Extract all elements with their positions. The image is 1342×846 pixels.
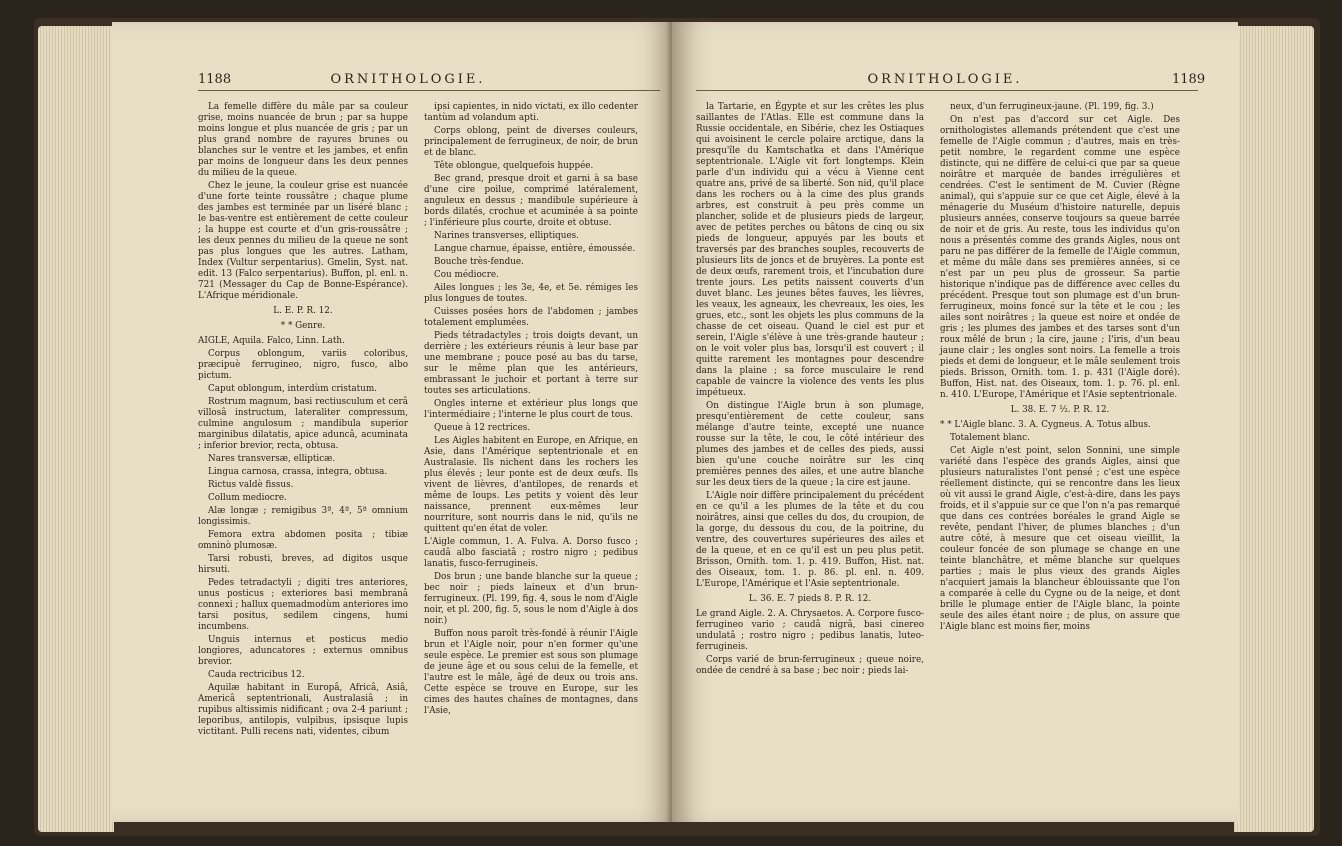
paragraph: Cauda rectricibus 12. — [208, 670, 305, 680]
left-page-stack — [38, 26, 114, 832]
paragraph: Queue à 12 rectrices. — [434, 423, 531, 433]
paragraph: Alæ longæ ; remigibus 3ª, 4ª, 5ª omnium longissimis. — [198, 506, 408, 527]
paragraph: Tête oblongue, quelquefois huppée. — [434, 161, 594, 171]
paragraph: Nares transversæ, ellipticæ. — [208, 454, 336, 464]
paragraph: L. E. P. R. 12. — [273, 306, 333, 316]
paragraph: Collum mediocre. — [208, 493, 287, 503]
header-rule-left — [198, 90, 660, 91]
left-column-2 — [424, 102, 638, 719]
paragraph: Corpus oblongum, variis coloribus, præcipuè ferrugineo, nigro, fusco, albo pictum. — [198, 349, 408, 381]
header-rule-right — [696, 90, 1198, 91]
paragraph: Buffon nous paroît très-fondé à réunir l'Aigle brun et l'Aigle noir, pour n'en former qu'une seule espèce. Le premier est sous son plumage de jeune âge et ou sous celui de la femelle, et l'autre est le mâle, âgé de deux ou trois ans. Cette espèce se trouve en Europe, sur les cimes des hautes chaînes de montagnes, dans l'Asie, — [424, 629, 638, 716]
right-page-header — [672, 72, 1238, 94]
paragraph: Langue charnue, épaisse, entière, émoussée. — [434, 244, 636, 254]
paragraph: L'Aigle commun, 1. A. Fulva. A. Dorso fusco ; caudâ albo fasciatâ ; rostro nigro ; pedibus lanatis, fusco-ferrugineis. — [424, 537, 638, 569]
right-column-1 — [696, 102, 924, 679]
paragraph: Cuisses posées hors de l'abdomen ; jambes totalement emplumées. — [424, 307, 638, 328]
right-column-2 — [940, 102, 1180, 635]
paragraph: Bec grand, presque droit et garni à sa base d'une cire poilue, comprimé latéralement, anguleux en dessus ; mandibule supérieure à bords dilatés, crochue et acuminée à sa pointe ; l'inférieure plus courte, droite et obtuse. — [424, 174, 638, 228]
paragraph: Totalement blanc. — [950, 433, 1030, 443]
paragraph: Cet Aigle n'est point, selon Sonnini, une simple variété dans l'espèce des grands Aigles, ainsi que plusieurs naturalistes l'ont pensé ; c'est une espèce réellement distincte, qui se rencontre dans les lieux où vit aussi le grand Aigle, c'est-à-dire, dans les pays froids, et il s'appuie sur ce que l'on n'a pas remarqué que dans ces contrées boréales le grand Aigle se revête, pendant l'hiver, de plumes blanches ; d'un autre côté, à mesure que cet oiseau vieillit, la couleur foncée de son plumage se change en une teinte blanchâtre, et même blanche sur quelques parties ; mais le plus vieux des grands Aigles n'acquiert jamais la blancheur éblouissante que l'on a comparée à celle du Cygne ou de la neige, et dont brille le plumage entier de l'Aigle blanc, la pointe seule des ailes étant noire ; de plus, on assure que l'Aigle blanc est moins fier, moins — [940, 446, 1180, 632]
paragraph: Rictus valdè fissus. — [208, 480, 294, 490]
right-page-stack — [1234, 26, 1314, 832]
paragraph: * * L'Aigle blanc. 3. A. Cygneus. A. Totus albus. — [940, 420, 1151, 430]
paragraph: L'Aigle noir diffère principalement du précédent en ce qu'il a les plumes de la tête et du cou noirâtres, ainsi que celles du dos, du croupion, de la gorge, du dessous du cou, de la poitrine, du ventre, des couvertures supérieures des ailes et de la queue, et en ce qu'il est un peu plus petit. Brisson, Ornith. tom. 1. p. 419. Buffon, Hist. nat. des Oiseaux, tom. 1. p. 86. pl. enl. n. 409. L'Europe, l'Amérique et l'Asie septentrionale. — [696, 491, 924, 589]
paragraph: Caput oblongum, interdùm cristatum. — [208, 384, 377, 394]
paragraph: Unguis internus et posticus medio longiores, aduncatores ; externus omnibus brevior. — [198, 635, 408, 667]
paragraph: Corps oblong, peint de diverses couleurs, principalement de ferrugineux, de noir, de brun et de blanc. — [424, 126, 638, 158]
paragraph: ipsi capientes, in nido victati, ex illo cedenter tantùm ad volandum apti. — [424, 102, 638, 123]
paragraph: Pedes tetradactyli ; digiti tres anteriores, unus posticus ; exteriores basi membranâ connexi ; hallux quemadmodùm anteriores imo tarsi positus, sedilem cingens, humi incumbens. — [198, 578, 408, 632]
paragraph: Le grand Aigle. 2. A. Chrysaetos. A. Corpore fusco-ferrugineo vario ; caudâ nigrâ, basi cinereo undulatâ ; rostro nigro ; pedibus lanatis, luteo-ferrugineis. — [696, 609, 924, 652]
paragraph: AIGLE, Aquila. Falco, Linn. Lath. — [198, 336, 345, 346]
running-head-left: ORNITHOLOGIE. — [330, 72, 486, 87]
paragraph: Les Aigles habitent en Europe, en Afrique, en Asie, dans l'Amérique septentrionale et en Australasie. Ils nichent dans les rochers les plus élevés ; leur ponte est de deux œufs. Ils vivent de lièvres, d'antilopes, de renards et même de loups. Les petits y voient dès leur naissance, prennent eux-mêmes leur nourriture, sont nourris dans le nid, qu'ils ne quittent qu'en état de voler. — [424, 436, 638, 534]
paragraph: Ailes longues ; les 3e, 4e, et 5e. rémiges les plus longues de toutes. — [424, 283, 638, 304]
page-number-right: 1189 — [1172, 72, 1206, 87]
left-column-1 — [198, 102, 408, 740]
paragraph: Cou médiocre. — [434, 270, 499, 280]
running-head-right: ORNITHOLOGIE. — [867, 72, 1023, 87]
paragraph: la Tartarie, en Égypte et sur les crêtes les plus saillantes de l'Atlas. Elle est commune dans la Russie occidentale, en Sibérie, chez les Ostiaques qui avoisinent le cercle polaire arctique, dans la presqu'île du Kamtschatka et dans l'Amérique septentrionale. L'Aigle vit fort longtemps. Klein parle d'un individu qui a vécu à Vienne cent quatre ans, privé de sa liberté. Son nid, qu'il place dans les rochers ou à la cime des plus grands arbres, est construit à peu près comme un plancher, solide et de plusieurs pieds de largeur, avec de petites perches ou bâtons de cinq ou six pieds de longueur, appuyés par les bouts et traversés par des branches souples, recouverts de plusieurs lits de joncs et de bruyères. La ponte est de deux œufs, rarement trois, et l'incubation dure trente jours. Les petits naissent couverts d'un duvet blanc. Les jeunes bêtes fauves, les lièvres, les veaux, les agneaux, les chevreaux, les oies, les grues, etc., sont les objets les plus communs de la chasse de cet oiseau. Quand le ciel est pur et serein, l'Aigle s'élève à une très-grande hauteur ; on le voit voler plus bas, lorsqu'il est couvert ; il quitte rarement les montagnes pour descendre dans la plaine ; sa force musculaire le rend capable de vaincre la violence des vents les plus impétueux. — [696, 102, 924, 398]
paragraph: L. 36. E. 7 pieds 8. P. R. 12. — [748, 594, 872, 604]
paragraph: Rostrum magnum, basi rectiusculum et cerâ villosâ instructum, lateraliter compressum, culmine angulosum ; mandibula superior marginibus dilatatis, apice aduncâ, acuminata ; inferior brevior, recta, obtusa. — [198, 397, 408, 451]
left-page — [112, 22, 674, 822]
paragraph: Chez le jeune, la couleur grise est nuancée d'une forte teinte roussâtre ; chaque plume des jambes est terminée par un liséré blanc ; le bas-ventre est entièrement de cette couleur ; la huppe est courte et d'un gris-roussâtre ; les deux pennes du milieu de la queue ne sont pas plus longues que les autres. Latham, Index (Vultur serpentarius). Gmelin, Syst. nat. edit. 13 (Falco serpentarius). Buffon, pl. enl. n. 721 (Messager du Cap de Bonne-Espérance). L'Afrique méridionale. — [198, 181, 408, 301]
paragraph: La femelle diffère du mâle par sa couleur grise, moins nuancée de brun ; par sa huppe moins longue et plus nuancée de gris ; par un plus grand nombre de rayures brunes ou blanches sur le ventre et les jambes, et enfin par moins de longueur dans les deux pennes du milieu de la queue. — [198, 102, 408, 178]
right-page — [672, 22, 1238, 822]
paragraph: Ongles interne et extérieur plus longs que l'intermédiaire ; l'interne le plus court de tous. — [424, 399, 638, 420]
left-page-header — [112, 72, 674, 94]
paragraph: Corps varié de brun-ferrugineux ; queue noire, ondée de cendré à sa base ; bec noir ; pieds lai- — [696, 655, 924, 676]
paragraph: Bouche très-fendue. — [434, 257, 524, 267]
paragraph: L. 38. E. 7 ½. P. R. 12. — [1010, 405, 1110, 415]
paragraph: Narines transverses, elliptiques. — [434, 231, 579, 241]
paragraph: Dos brun ; une bande blanche sur la queue ; bec noir ; pieds laineux et d'un brun-ferrugineux. (Pl. 199, fig. 4, sous le nom d'Aigle noir, et pl. 200, fig. 5, sous le nom d'Aigle à dos noir.) — [424, 572, 638, 626]
paragraph: On n'est pas d'accord sur cet Aigle. Des ornithologistes allemands prétendent que c'est une femelle de l'Aigle commun ; d'autres, mais en très-petit nombre, le regardent comme une espèce distincte, qui ne diffère de celui-ci que par sa queue noirâtre et marquée de bandes irrégulières et cendrées. C'est le sentiment de M. Cuvier (Règne animal), qui s'appuie sur ce que cet Aigle, élevé à la ménagerie du Muséum d'histoire naturelle, depuis plusieurs années, conserve toujours sa queue barrée de noir et de gris. Au reste, tous les individus qu'on nous a présentés comme des grands Aigles, nous ont paru ne pas différer de la femelle de l'Aigle commun, et même du mâle dans ses premières années, si ce n'est par un peu plus de grosseur. Sa partie historique n'indique pas de différence avec celles du précédent. Presque tout son plumage est d'un brun-ferrugineux, moins foncé sur la tête et le cou ; les ailes sont noirâtres ; la queue est noire et ondée de gris ; les plumes des jambes et des tarses sont d'un roux mêlé de brun ; la cire, jaune ; l'iris, d'un beau jaune clair ; les ongles sont noirs. La femelle a trois pieds et demi de longueur, et le mâle seulement trois pieds. Brisson, Ornith. tom. 1. p. 431 (l'Aigle doré). Buffon, Hist. nat. des Oiseaux, tom. 1. p. 76. pl. enl. n. 410. L'Europe, l'Amérique et l'Asie septentrionale. — [940, 115, 1180, 400]
paragraph: * * Genre. — [280, 321, 326, 331]
paragraph: Tarsi robusti, breves, ad digitos usque hirsuti. — [198, 554, 408, 575]
paragraph: Femora extra abdomen posita ; tibiæ omninò plumosæ. — [198, 530, 408, 551]
paragraph: On distingue l'Aigle brun à son plumage, presqu'entièrement de cette couleur, sans mélange d'autre teinte, excepté une nuance rousse sur la tête, le cou, le côté intérieur des plumes des jambes et de celles des pieds, aussi bien qu'une couche noirâtre sur les cinq premières pennes des ailes, et une autre blanche sur les deux tiers de la queue ; la cire est jaune. — [696, 401, 924, 488]
paragraph: Pieds tétradactyles ; trois doigts devant, un derrière ; les extérieurs réunis à leur base par une membrane ; pouce posé au bas du tarse, sur le même plan que les antérieurs, embrassant le juchoir et portant à terre sur toutes ses articulations. — [424, 331, 638, 396]
paragraph: Lingua carnosa, crassa, integra, obtusa. — [208, 467, 388, 477]
paragraph: Aquilæ habitant in Europâ, Africâ, Asiâ, Americâ septentrionali, Australasiâ ; in rupibus altissimis nidificant ; ova 2-4 pariunt ; leporibus, antilopis, vulpibus, ipsisque lupis victitant. Pulli recens nati, videntes, cibum — [198, 683, 408, 737]
page-number-left: 1188 — [198, 72, 232, 87]
paragraph: neux, d'un ferrugineux-jaune. (Pl. 199, fig. 3.) — [950, 102, 1154, 112]
